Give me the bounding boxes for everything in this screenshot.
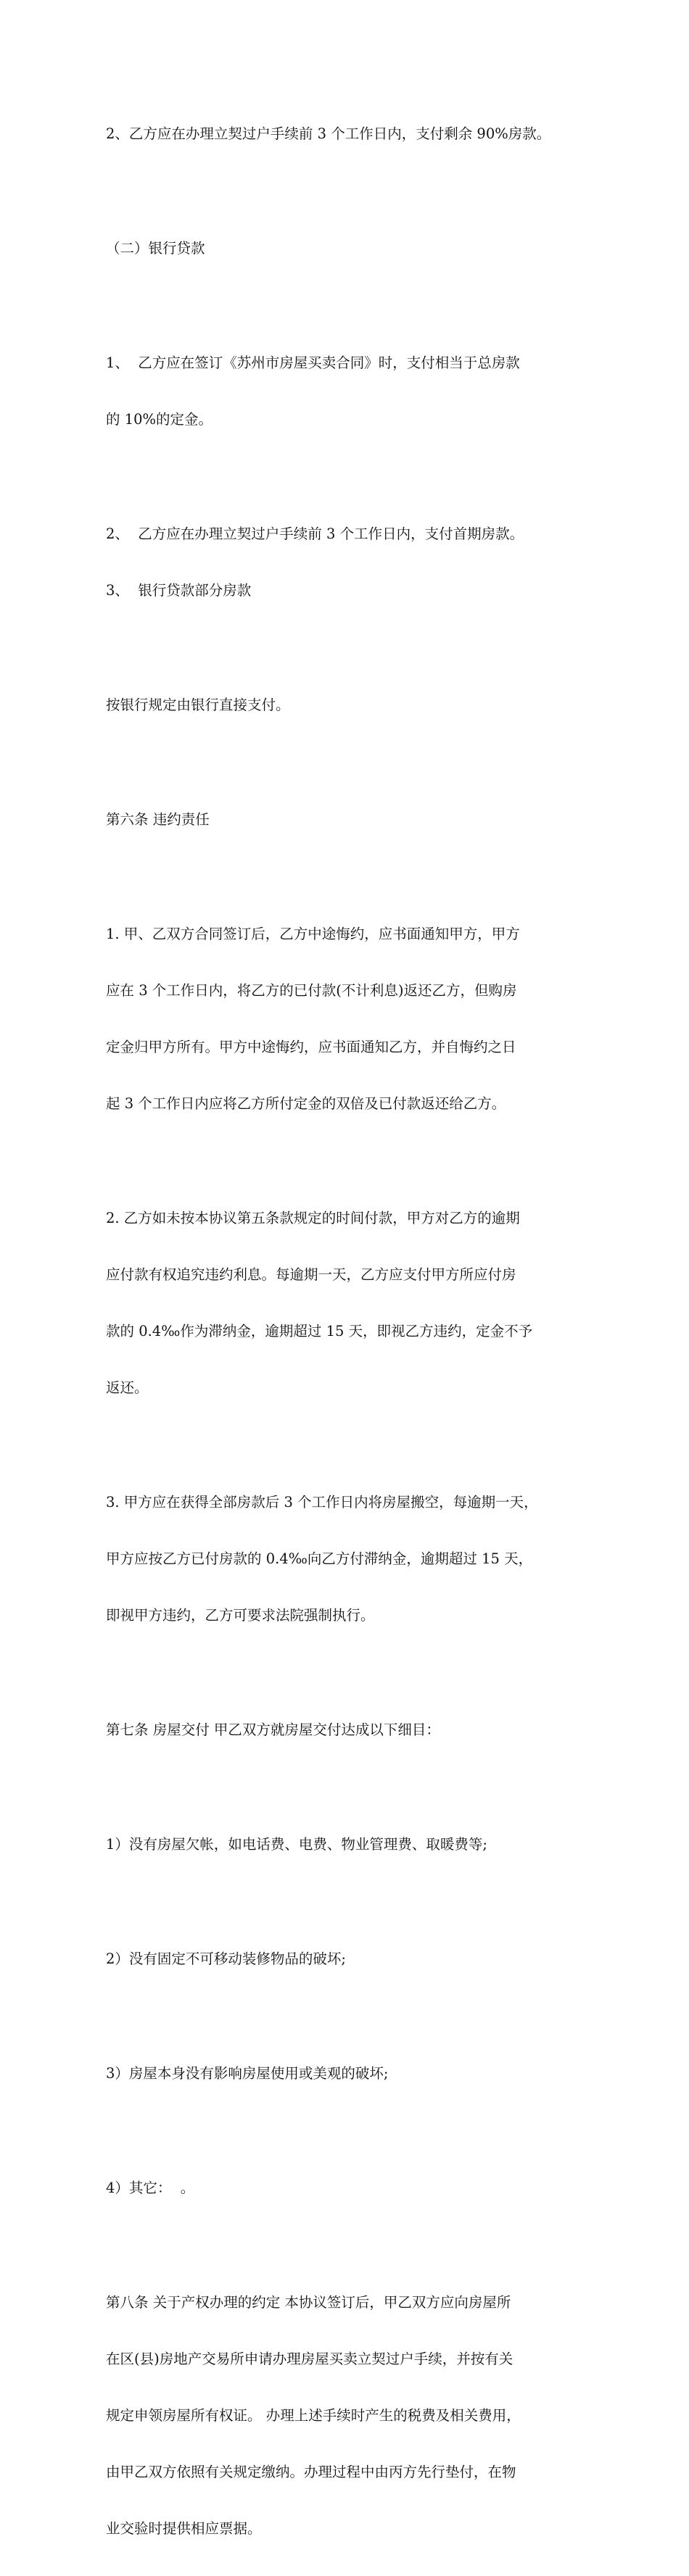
text-line: 3. 甲方应在获得全部房款后 3 个工作日内将房屋搬空，每逾期一天， — [106, 1494, 538, 1511]
text-line: 应在 3 个工作日内，将乙方的已付款(不计利息)返还乙方，但购房 — [106, 982, 517, 999]
text-line: 2、乙方应在办理立契过户手续前 3 个工作日内，支付剩余 90%房款。 — [106, 125, 551, 142]
text-line: 第七条 房屋交付 甲乙双方就房屋交付达成以下细目： — [106, 1721, 440, 1738]
article-7-heading — [106, 1683, 599, 1777]
clause-5-2-1 — [106, 316, 599, 467]
clause-6-1 — [106, 887, 599, 1151]
text-line: 3、 银行贷款部分房款 — [106, 582, 252, 599]
text-line: 4）其它： 。 — [106, 2180, 195, 2196]
text-line: （二）银行贷款 — [106, 240, 205, 257]
clause-7-3 — [106, 2027, 599, 2121]
text-line: 业交验时提供相应票据。 — [106, 2520, 262, 2537]
clause-7-4 — [106, 2141, 599, 2235]
text-line: 定金归甲方所有。甲方中途悔约，应书面通知乙方，并自悔约之日 — [106, 1039, 516, 1055]
text-line: 由甲乙双方依照有关规定缴纳。办理过程中由丙方先行垫付，在物 — [106, 2464, 516, 2480]
clause-5-2-2-3 — [106, 487, 599, 638]
text-line: 1、 乙方应在签订《苏州市房屋买卖合同》时，支付相当于总房款 — [106, 354, 520, 371]
text-line: 款的 0.4‰作为滞纳金，逾期超过 15 天，即视乙方违约，定金不予 — [106, 1323, 533, 1339]
clause-7-2 — [106, 1912, 599, 2006]
clause-6-3 — [106, 1455, 599, 1663]
text-line: 1. 甲、乙双方合同签订后，乙方中途悔约，应书面通知甲方，甲方 — [106, 926, 520, 942]
clause-5-2-note — [106, 658, 599, 752]
text-line: 2、 乙方应在办理立契过户手续前 3 个工作日内，支付首期房款。 — [106, 525, 524, 542]
article-8 — [106, 2256, 599, 2576]
section-bank-loan-heading — [106, 201, 599, 296]
text-line: 在区(县)房地产交易所申请办理房屋买卖立契过户手续，并按有关 — [106, 2351, 513, 2367]
text-line: 3）房屋本身没有影响房屋使用或美观的破坏; — [106, 2065, 389, 2082]
text-line: 按银行规定由银行直接支付。 — [106, 697, 290, 713]
clause-5-1-2 — [106, 87, 599, 181]
document-page — [106, 87, 599, 2576]
text-line: 规定申领房屋所有权证。 办理上述手续时产生的税费及相关费用， — [106, 2407, 521, 2424]
clause-6-2 — [106, 1171, 599, 1435]
text-line: 2）没有固定不可移动装修物品的破坏; — [106, 1950, 346, 1967]
text-line: 1）没有房屋欠帐，如电话费、电费、物业管理费、取暖费等; — [106, 1836, 487, 1853]
article-6-heading — [106, 773, 599, 867]
text-line: 甲方应按乙方已付房款的 0.4‰向乙方付滞纳金，逾期超过 15 天， — [106, 1550, 533, 1567]
text-line: 2. 乙方如未按本协议第五条款规定的时间付款，甲方对乙方的逾期 — [106, 1210, 520, 1226]
text-line: 第六条 违约责任 — [106, 811, 210, 828]
text-line: 即视甲方违约，乙方可要求法院强制执行。 — [106, 1607, 375, 1624]
text-line: 起 3 个工作日内应将乙方所付定金的双倍及已付款返还给乙方。 — [106, 1095, 506, 1112]
text-line: 第八条 关于产权办理的约定 本协议签订后，甲乙双方应向房屋所 — [106, 2294, 511, 2311]
text-line: 的 10%的定金。 — [106, 411, 213, 428]
text-line: 返还。 — [106, 1379, 149, 1396]
clause-7-1 — [106, 1798, 599, 1892]
text-line: 应付款有权追究违约利息。每逾期一天，乙方应支付甲方所应付房 — [106, 1266, 516, 1283]
